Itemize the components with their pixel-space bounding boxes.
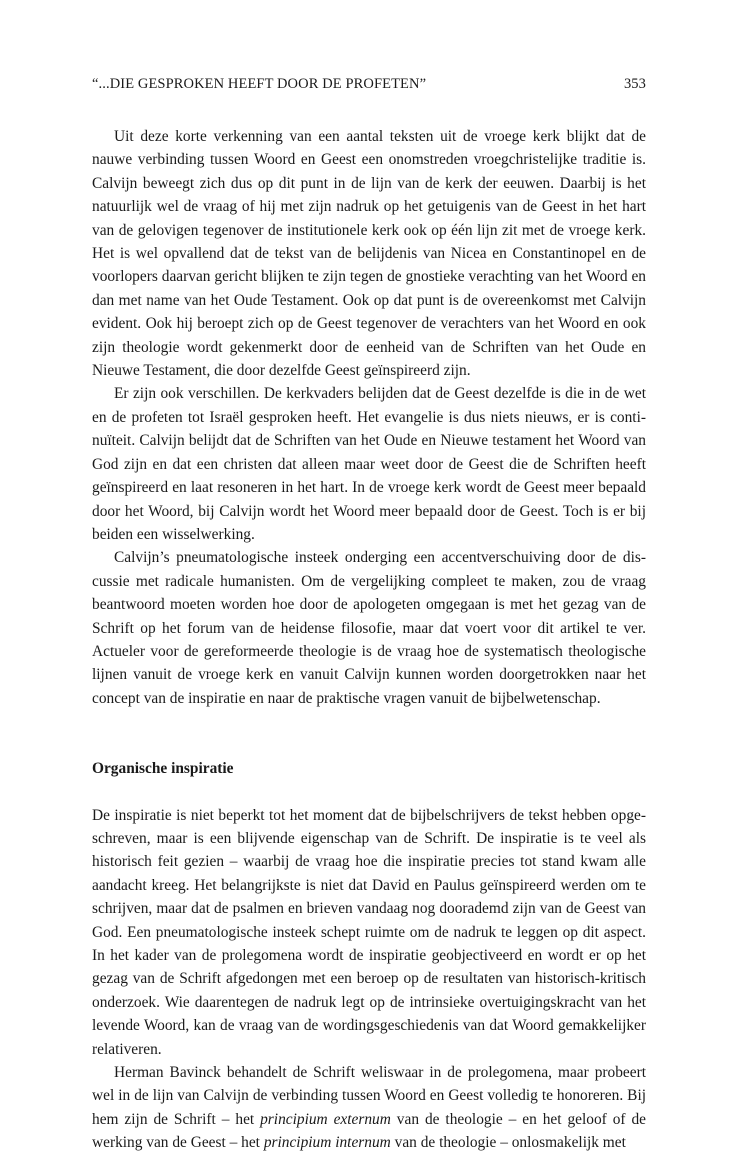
body-text xyxy=(92,125,646,1155)
italic-term: principium externum xyxy=(260,1110,391,1128)
running-head xyxy=(92,76,646,93)
text-run: van de theologie – en het geloof of de werking van de Geest – het xyxy=(92,1110,646,1152)
paragraph: De inspiratie is niet beperkt tot het moment dat de bijbelschrijvers de tekst hebben opgeschreven, maar is een blijvende eigenschap van de Schrift. De inspiratie is te veel als historisch feit gezien – waarbij de vraag hoe die inspiratie precies tot stand kwam alle aandacht kreeg. Het belangrijkste is niet dat David en Paulus geïnspireerd werden om te schrijven, maar dat de psalmen en brieven vandaag nog doorademd zijn van de Geest van God. Een pneumatologische insteek schept ruimte om de nadruk te leggen op dit aspect. In het kader van de prolegomena wordt de inspiratie geobjectiveerd en wordt er op het gezag van de Schrift afgedongen met een beroep op de resultaten van historisch-kritisch onderzoek. Wie daarentegen de nadruk legt op de intrinsieke overtuigingskracht van het levende Woord, kan de vraag van de wordingsgeschiedenis van dat Woord gemakkelijker relativeren. xyxy=(92,806,646,1058)
text-run: Herman Bavinck behandelt de Schrift weliswaar in de prolegomena, maar probeert wel in de lijn van Calvijn de verbinding tussen Woord en Geest volledig te honoreren. Bij hem zijn de Schrift – het xyxy=(92,1064,646,1128)
paragraph: Calvijn’s pneumatologische insteek onderging een accentverschuiving door de discussie met radicale humanisten. Om de vergelijking compleet te maken, zou de vraag beantwoord moeten worden hoe door de apologeten omgegaan is met het gezag van de Schrift op het forum van de heidense filosofie, maar dat voert voor dit artikel te ver. Actueler voor de gereformeerde theologie is de vraag hoe de systematisch theologische lijnen vanuit de vroege kerk en vanuit Calvijn kunnen worden doorgetrokken naar het concept van de inspiratie en naar de praktische vragen vanuit de bijbelwetenschap. xyxy=(92,549,646,707)
paragraph xyxy=(92,1061,646,1155)
running-title: “...DIE GESPROKEN HEEFT DOOR DE PROFETEN” xyxy=(92,76,427,92)
paragraph: Er zijn ook verschillen. De kerkvaders belijden dat de Geest dezelfde is die in de wet en de profeten tot Israël gesproken heeft. Het evangelie is dus niets nieuws, er is continuïteit. Calvijn belijdt dat de Schriften van het Oude en Nieuwe testament het Woord van God zijn en dat een christen dat alleen maar weet door de Geest die de Schriften heeft geïnspireerd en laat resoneren in het hart. In de vroege kerk wordt de Geest meer bepaald door het Woord, bij Calvijn wordt het Woord meer bepaald door de Geest. Toch is er bij beiden een wisselwerking. xyxy=(92,385,646,543)
text-run: van de theologie – onlosmakelijk met xyxy=(390,1134,626,1152)
italic-term: principium internum xyxy=(263,1134,391,1152)
page-number: 353 xyxy=(623,76,646,92)
paragraph: Uit deze korte verkenning van een aantal teksten uit de vroege kerk blijkt dat de nauwe verbinding tussen Woord en Geest een onomstreden vroegchristelijke traditie is. Calvijn beweegt zich dus op dit punt in de lijn van de kerk der eeuwen. Daarbij is het natuurlijk wel de vraag of hij met zijn nadruk op het getuigenis van de Geest in het hart van de gelovigen tegenover de institutionele kerk ook op één lijn zit met de vroege kerk. Het is wel opvallend dat de tekst van de belijdenis van Nicea en Constantinopel en de voorlopers daarvan gericht blijken te zijn tegen de gnostieke verachting van het Woord en dan met name van het Oude Testament. Ook op dat punt is de overeenkomst met Calvijn evident. Ook hij beroept zich op de Geest tegenover de verachters van het Woord en ook zijn theologie wordt gekenmerkt door de eenheid van de Schriften van het Oude en Nieuwe Testament, die door dezelfde Geest geïnspireerd zijn. xyxy=(92,128,646,380)
section-heading: Organische inspiratie xyxy=(92,760,234,778)
